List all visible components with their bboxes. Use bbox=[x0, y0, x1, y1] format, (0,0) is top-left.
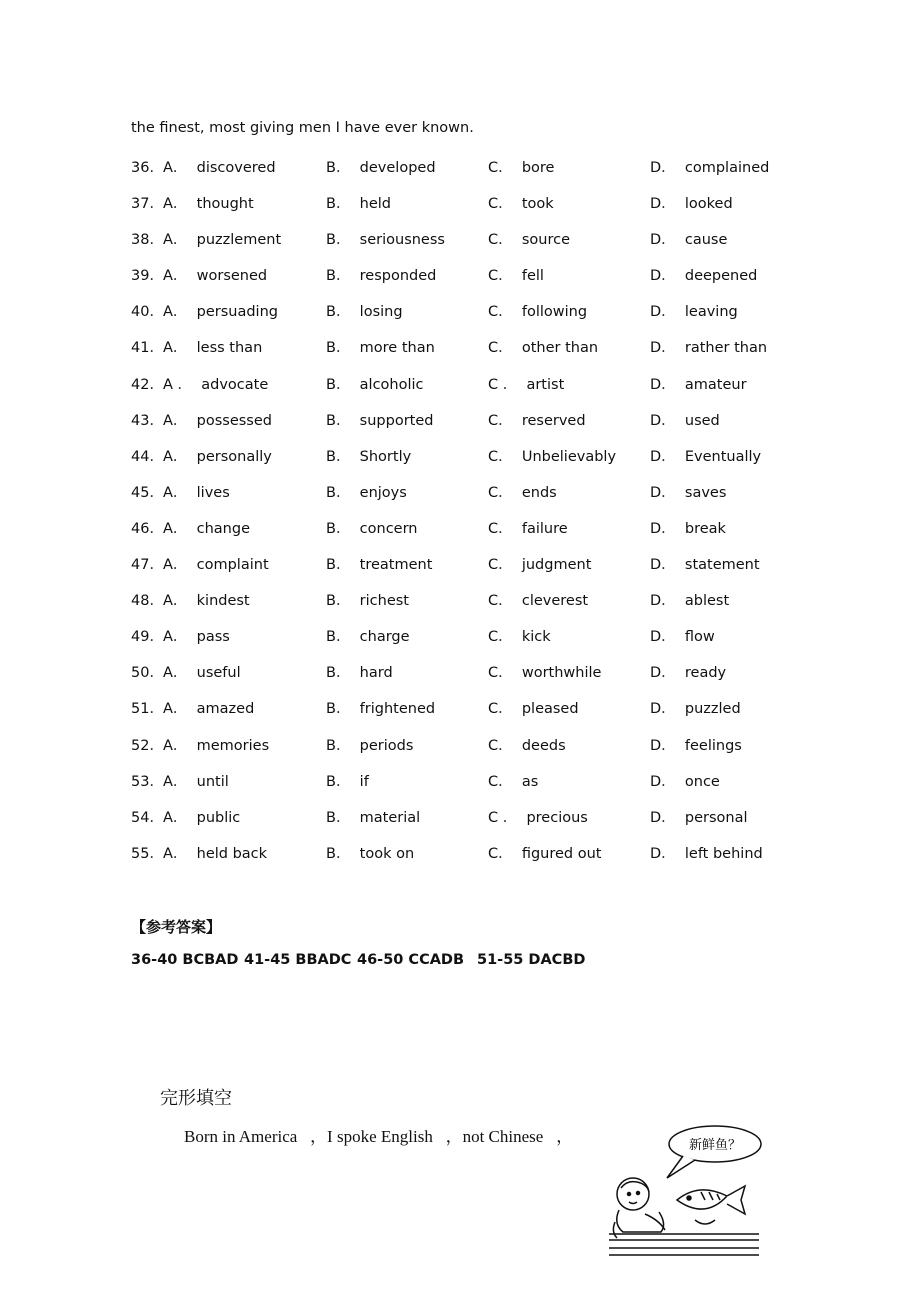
option-b: B． if bbox=[326, 773, 369, 790]
question-row bbox=[131, 264, 811, 300]
option-c: C． cleverest bbox=[488, 593, 589, 610]
option-d: D． used bbox=[650, 412, 720, 429]
answer-key: 41-45 BBADC bbox=[244, 952, 352, 968]
cartoon-bubble-text: 新鲜鱼？ bbox=[688, 1138, 742, 1153]
answer-key: 51-55 DACBD bbox=[477, 952, 586, 968]
question-number: 50． bbox=[131, 665, 164, 682]
option-d: D． cause bbox=[650, 232, 728, 249]
option-a: A． worsened bbox=[163, 268, 268, 285]
question-number: 44． bbox=[131, 448, 164, 465]
option-b: B． frightened bbox=[326, 701, 436, 718]
option-d: D． ready bbox=[650, 665, 727, 682]
question-list bbox=[131, 156, 811, 878]
option-c: C． kick bbox=[488, 629, 551, 646]
question-row bbox=[131, 156, 811, 192]
question-number: 47． bbox=[131, 557, 164, 574]
option-a: A． public bbox=[163, 809, 241, 826]
option-d: D． leaving bbox=[650, 304, 738, 321]
option-a: A． less than bbox=[163, 340, 263, 357]
option-c: C． bore bbox=[488, 160, 555, 176]
option-a: A． kindest bbox=[163, 593, 250, 610]
question-row bbox=[131, 192, 811, 228]
question-row bbox=[131, 625, 811, 661]
option-a: A． persuading bbox=[163, 304, 278, 321]
question-number: 46． bbox=[131, 520, 164, 537]
option-a: A． held back bbox=[163, 845, 268, 862]
option-c: C． Unbelievably bbox=[488, 448, 617, 465]
option-a: A． memories bbox=[163, 737, 270, 754]
intro-line: the finest, most giving men I have ever known. bbox=[131, 120, 474, 136]
answer-key: 46-50 CCADB bbox=[357, 952, 465, 968]
option-b: B． periods bbox=[326, 737, 414, 754]
question-number: 52． bbox=[131, 737, 164, 754]
question-number: 36． bbox=[131, 160, 164, 176]
cloze-first-line: Born in America ，I spoke English ，not Chinese ， bbox=[184, 1127, 574, 1146]
option-c: C ． precious bbox=[488, 809, 588, 826]
option-d: D． deepened bbox=[650, 268, 758, 285]
option-c: C． worthwhile bbox=[488, 665, 602, 682]
cartoon-table bbox=[609, 1234, 759, 1255]
option-c: C． source bbox=[488, 232, 570, 249]
answer-title: 【参考答案】 bbox=[131, 918, 222, 936]
question-number: 54． bbox=[131, 809, 164, 826]
question-row bbox=[131, 517, 811, 553]
option-d: D． left behind bbox=[650, 845, 763, 862]
cartoon-illustration bbox=[605, 1122, 765, 1262]
option-a: A． complaint bbox=[163, 557, 269, 574]
option-a: A． lives bbox=[163, 484, 230, 501]
option-b: B． concern bbox=[326, 520, 418, 537]
question-number: 37． bbox=[131, 196, 164, 213]
question-row bbox=[131, 445, 811, 481]
option-a: A． thought bbox=[163, 196, 254, 213]
option-b: B． treatment bbox=[326, 557, 433, 574]
option-b: B． developed bbox=[326, 160, 436, 176]
question-number: 41． bbox=[131, 340, 164, 357]
option-b: B． material bbox=[326, 809, 421, 826]
option-a: A． change bbox=[163, 520, 250, 537]
option-a: A ． advocate bbox=[163, 376, 269, 393]
question-number: 53． bbox=[131, 773, 164, 790]
question-row bbox=[131, 373, 811, 409]
option-d: D． puzzled bbox=[650, 701, 741, 718]
option-c: C． judgment bbox=[488, 557, 592, 574]
option-b: B． more than bbox=[326, 340, 435, 357]
question-number: 49． bbox=[131, 629, 164, 646]
question-row bbox=[131, 806, 811, 842]
question-row bbox=[131, 553, 811, 589]
option-c: C． other than bbox=[488, 340, 599, 357]
option-d: D． feelings bbox=[650, 737, 742, 754]
question-number: 43． bbox=[131, 412, 164, 429]
option-d: D． rather than bbox=[650, 340, 768, 357]
option-b: B． held bbox=[326, 196, 392, 213]
option-c: C． fell bbox=[488, 268, 544, 285]
option-d: D． personal bbox=[650, 809, 748, 826]
question-number: 38． bbox=[131, 232, 164, 249]
option-c: C． failure bbox=[488, 520, 568, 537]
option-d: D． looked bbox=[650, 196, 733, 213]
question-row bbox=[131, 300, 811, 336]
option-c: C． reserved bbox=[488, 412, 586, 429]
option-d: D． flow bbox=[650, 629, 715, 646]
option-b: B． alcoholic bbox=[326, 376, 424, 393]
question-number: 55． bbox=[131, 845, 164, 862]
option-b: B． hard bbox=[326, 665, 393, 682]
option-b: B． enjoys bbox=[326, 484, 407, 501]
option-d: D． complained bbox=[650, 160, 770, 176]
question-number: 45． bbox=[131, 484, 164, 501]
question-row bbox=[131, 842, 811, 878]
question-row bbox=[131, 228, 811, 264]
option-a: A． amazed bbox=[163, 701, 255, 718]
option-c: C． took bbox=[488, 196, 554, 213]
cartoon-fish bbox=[677, 1186, 745, 1224]
option-c: C． following bbox=[488, 304, 588, 321]
option-d: D． amateur bbox=[650, 376, 747, 393]
option-c: C ． artist bbox=[488, 376, 565, 393]
option-a: A． puzzlement bbox=[163, 232, 282, 249]
option-d: D． saves bbox=[650, 484, 727, 501]
question-row bbox=[131, 697, 811, 733]
question-row bbox=[131, 734, 811, 770]
option-a: A． until bbox=[163, 773, 229, 790]
option-c: C． ends bbox=[488, 484, 557, 501]
option-b: B． seriousness bbox=[326, 232, 445, 249]
question-row bbox=[131, 589, 811, 625]
question-number: 51． bbox=[131, 701, 164, 718]
option-a: A． useful bbox=[163, 665, 241, 682]
option-d: D． statement bbox=[650, 557, 760, 574]
option-b: B． charge bbox=[326, 629, 410, 646]
option-c: C． figured out bbox=[488, 845, 602, 862]
question-row bbox=[131, 481, 811, 517]
option-a: A． possessed bbox=[163, 412, 272, 429]
option-d: D． break bbox=[650, 520, 726, 537]
cartoon-person bbox=[613, 1178, 665, 1238]
question-number: 42． bbox=[131, 376, 164, 393]
question-row bbox=[131, 770, 811, 806]
option-d: D． Eventually bbox=[650, 448, 762, 465]
question-row bbox=[131, 409, 811, 445]
option-d: D． once bbox=[650, 773, 720, 790]
option-a: A． discovered bbox=[163, 160, 276, 176]
option-c: C． pleased bbox=[488, 701, 579, 718]
question-row bbox=[131, 661, 811, 697]
option-b: B． richest bbox=[326, 593, 409, 610]
option-b: B． took on bbox=[326, 845, 415, 862]
option-a: A． personally bbox=[163, 448, 272, 465]
option-b: B． losing bbox=[326, 304, 403, 321]
cloze-title: 完形填空 bbox=[160, 1088, 232, 1109]
question-number: 40． bbox=[131, 304, 164, 321]
answer-key: 36-40 BCBAD bbox=[131, 952, 239, 968]
question-number: 39． bbox=[131, 268, 164, 285]
option-b: B． Shortly bbox=[326, 448, 412, 465]
option-c: C． as bbox=[488, 773, 539, 790]
option-b: B． supported bbox=[326, 412, 434, 429]
question-number: 48． bbox=[131, 593, 164, 610]
option-c: C． deeds bbox=[488, 737, 566, 754]
option-d: D． ablest bbox=[650, 593, 730, 610]
option-b: B． responded bbox=[326, 268, 437, 285]
question-row bbox=[131, 336, 811, 372]
option-a: A． pass bbox=[163, 629, 230, 646]
